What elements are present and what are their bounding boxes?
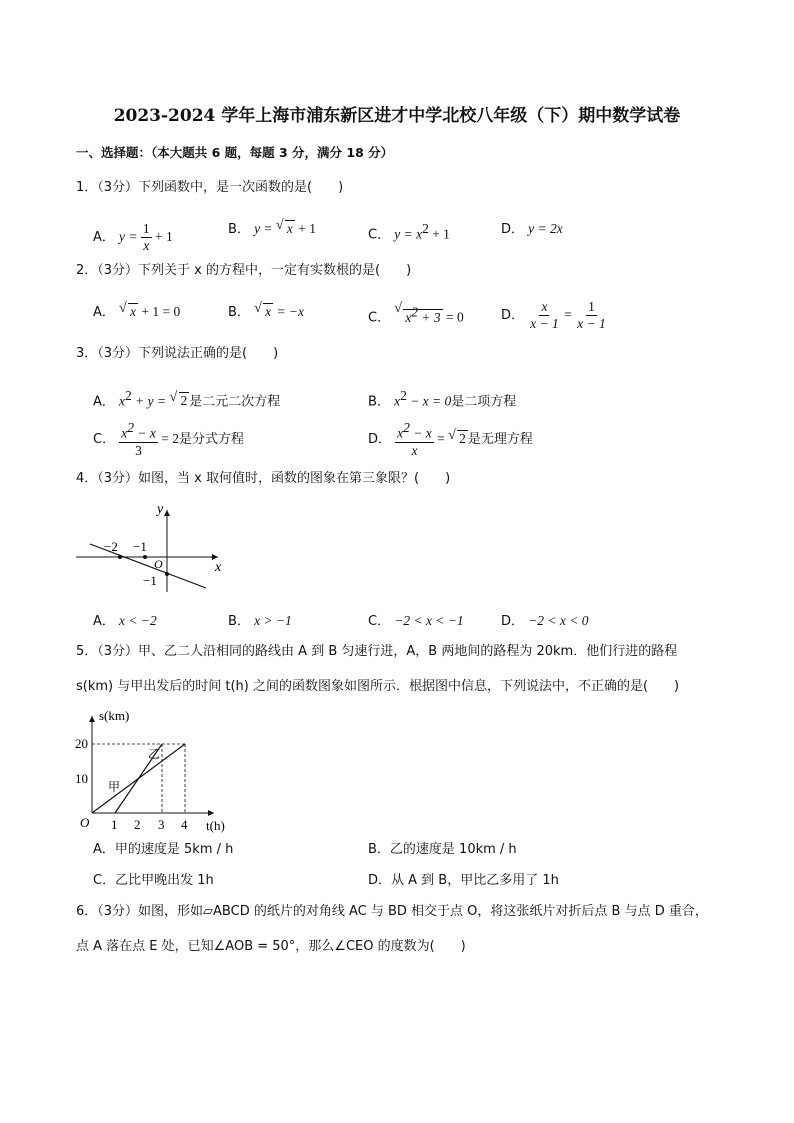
option-text: −2 < x < −1 [394,613,464,628]
option-label: A． [93,305,115,320]
question-1-stem: 1．（3分）下列函数中，是一次函数的是( ) [76,180,344,195]
origin-label: O [154,557,163,571]
q4-option-c [368,614,464,628]
math-text: − x [133,425,156,441]
exponent: 2 [403,420,410,435]
option-label: A． [93,394,115,410]
option-text: 是二元二次方程 [189,394,281,410]
denominator: x − 1 [577,316,606,332]
option-text: x < −2 [119,613,157,628]
question-3-stem: 3．（3分）下列说法正确的是( ) [76,346,279,361]
option-label: B． [228,222,250,237]
tick-2: 2 [134,817,141,832]
y-axis-label: y [157,502,164,517]
q2-option-d [501,300,608,331]
math-text: + 1 [428,226,450,242]
exponent: 2 [422,221,429,236]
option-label: C． [368,227,391,243]
math-text: x [394,393,401,409]
sqrt [169,390,190,409]
denominator: 3 [135,442,142,458]
math-text: y = [254,221,276,236]
q3-option-d [368,421,533,458]
sqrt-icon: √ [119,301,127,316]
math-text: x [405,309,412,325]
q2-option-b [228,301,305,320]
fraction [395,421,434,458]
radicand: 2 [459,430,466,446]
s-axis-label: s(km) [99,708,130,723]
question-6-stem-line1: 6．（3分）如图，形如▱ABCD 的纸片的对角线 AC 与 BD 相交于点 O，将这张纸片对折后点 B 与点 D 重合， [76,904,708,919]
q5-option-a [93,843,233,856]
math-text: y = x [394,226,423,242]
q5-option-d [368,874,559,887]
radicand [403,304,442,325]
option-label: D． [368,431,392,447]
option-label: A． [93,842,115,857]
q1-option-c [368,222,450,241]
section-heading: 一、选择题：（本大题共 6 题，每题 3 分，满分 18 分） [76,145,394,160]
option-label: A． [93,230,115,246]
numerator: 1 [141,222,152,238]
sqrt [254,301,273,319]
question-6-stem-line2: 点 A 落在点 E 处，已知∠AOB = 50°，那么∠CEO 的度数为( ) [76,939,466,954]
math-text: x [119,393,126,409]
exponent: 2 [400,388,407,403]
math-text: + 1 [151,229,173,245]
option-label: A． [93,614,115,629]
denominator: x [143,238,150,254]
math-text: + 3 [417,309,441,325]
radicand: x [286,221,293,236]
sqrt-icon: √ [394,301,402,316]
q5-option-b [368,843,517,856]
math-text: + y = [131,393,170,409]
numerator: 1 [586,300,597,316]
q5-option-c [93,874,214,887]
label-jia: 甲 [108,780,121,794]
x-axis-label: x [215,560,222,575]
q4-option-a [93,614,157,628]
q4-line-graph [70,500,230,596]
fraction [119,421,158,458]
point-y-neg1 [165,572,169,576]
math-text: = 2 [157,430,179,446]
question-4-stem: 4．（3分）如图，当 x 取何值时，函数的图象在第三象限？( ) [76,471,451,486]
denominator: x − 1 [530,316,559,332]
option-label: B． [228,614,250,629]
q1-option-d [501,222,563,236]
label-yi: 乙 [148,747,161,761]
tick-20: 20 [75,736,88,751]
sqrt-icon: √ [448,427,456,443]
math-text: − x = 0 [406,393,452,409]
point-neg2 [118,555,122,559]
numerator [119,421,158,443]
question-2-stem: 2．（3分）下列关于 x 的方程中，一定有实数根的是( ) [76,263,412,278]
option-label: C． [368,614,391,629]
math-text: = 0 [442,309,464,325]
option-text: x > −1 [254,613,292,628]
question-5-stem-line2: s(km) 与甲出发后的时间 t(h) 之间的函数图象如图所示．根据图中信息，下列说法中，不正确的是( ) [76,679,680,694]
q3-option-b [368,389,516,408]
q4-option-d [501,614,588,628]
exponent: 2 [125,388,132,403]
tick-1: 1 [111,817,118,832]
option-label: D． [368,873,392,888]
question-5-stem-line1: 5．（3分）甲、乙二人沿相同的路线由 A 到 B 匀速行进，A，B 两地间的路程为 20km．他们行进的路程 [76,644,678,659]
sqrt-icon: √ [275,218,284,233]
tick-label-y-neg1: −1 [143,573,157,588]
math-text: y = 2x [528,221,563,236]
option-label: D． [501,222,525,237]
option-text: 是分式方程 [178,431,244,447]
fraction [575,300,608,331]
origin-label: O [80,815,90,830]
exponent: 2 [411,304,418,319]
math-text: x [121,425,128,441]
tick-10: 10 [75,771,88,786]
tick-4: 4 [181,817,188,832]
sqrt [394,301,442,325]
sqrt-icon: √ [169,390,178,406]
q1-option-b [228,218,317,237]
sqrt [448,427,468,446]
exam-title: 2023-2024 学年上海市浦东新区进才中学北校八年级（下）期中数学试卷 [113,106,681,126]
numerator [395,421,434,443]
sqrt [275,218,295,236]
t-axis-label: t(h) [206,818,225,833]
tick-label-neg2: −2 [104,539,118,554]
sqrt [119,301,138,319]
math-text: + 1 [294,221,317,236]
q5-distance-time-graph [72,706,242,836]
option-text: 乙比甲晚出发 1h [115,873,214,888]
math-text: − x [409,425,432,441]
option-label: D． [501,308,525,324]
option-text: 是无理方程 [467,431,533,447]
q2-option-c [368,301,464,326]
q2-option-a [93,301,181,320]
fraction [141,222,152,253]
tick-label-neg1: −1 [133,539,147,554]
numerator: x [539,300,549,316]
radicand: x [130,304,137,319]
option-text: 从 A 到 B，甲比乙多用了 1h [391,873,559,888]
option-label: C． [93,431,116,447]
q1-option-a [93,222,173,253]
option-label: D． [501,614,525,629]
fraction [528,300,561,331]
option-text: 甲的速度是 5km / h [114,842,234,857]
option-text: 是二项方程 [451,394,517,410]
math-text: x [397,425,404,441]
math-text: = [560,307,576,323]
sqrt-icon: √ [254,301,262,316]
tick-3: 3 [158,817,165,832]
option-text: −2 < x < 0 [528,613,589,628]
math-text: = −x [273,304,305,319]
q3-option-a [93,389,280,408]
option-label: B． [368,842,390,857]
option-label: B． [368,394,390,410]
math-text: y = [119,229,141,245]
option-label: C． [368,310,391,326]
option-text: 乙的速度是 10km / h [389,842,517,857]
math-text: + 1 = 0 [138,304,181,319]
exponent: 2 [127,420,134,435]
radicand: 2 [180,393,188,409]
denominator: x [411,442,418,458]
point-neg1 [143,555,147,559]
option-label: B． [228,305,250,320]
q3-option-c [93,421,244,458]
option-label: C． [93,873,116,888]
math-text: = [433,430,449,446]
q4-option-b [228,614,292,628]
radicand: x [265,304,272,319]
